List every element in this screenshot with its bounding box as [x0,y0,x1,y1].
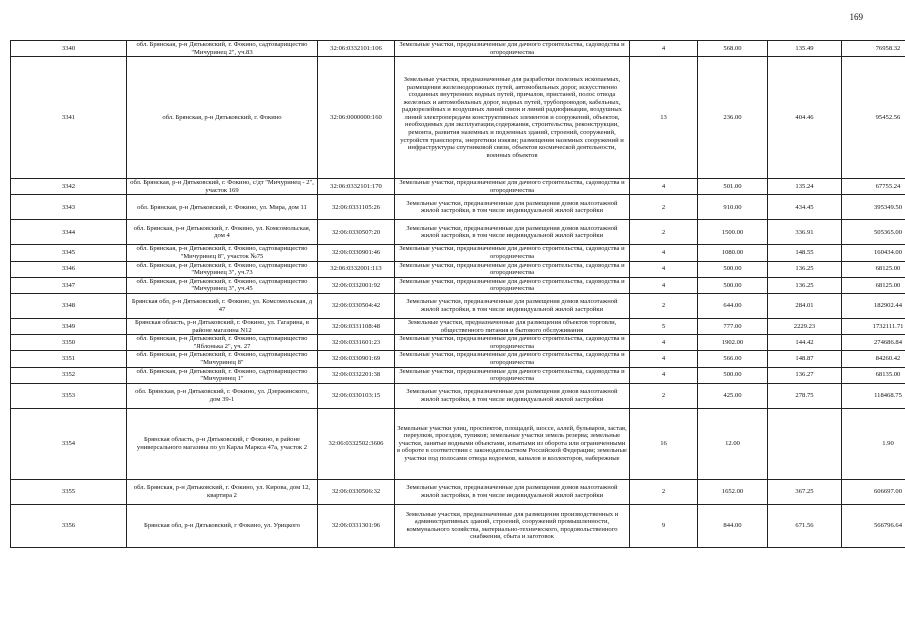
land-use-cell: Земельные участки, предназначенные для дачного строительства, садоводства и огородничества [395,179,630,195]
row-number: 3353 [11,383,127,408]
cadastral-value-cell: 182902.44 [842,293,905,318]
row-number: 3354 [11,408,127,479]
category-cell: 4 [630,367,698,383]
cadastral-value-cell: 76958.32 [842,41,905,57]
cadastral-number-cell: 32:06:0330901:69 [318,351,395,367]
price-cell: 367.25 [768,479,842,504]
row-number: 3352 [11,367,127,383]
price-cell: 671.56 [768,504,842,547]
category-cell: 2 [630,195,698,220]
area-cell: 1652.00 [698,479,768,504]
category-cell: 4 [630,335,698,351]
address-cell: Брянская обл, р-н Дятьковский, г. Фокино, ул. Комсомольская, д 47 [127,293,318,318]
address-cell: обл. Брянская, р-н Дятьковский, г. Фокино, садтоварищество "Мичуринец 8", участок №75 [127,245,318,261]
address-cell: обл. Брянская, р-н Дятьковский, г. Фокино, с/дт "Мичуринец - 2", участок 169 [127,179,318,195]
price-cell: 136.27 [768,367,842,383]
price-cell: 336.91 [768,220,842,245]
row-number: 3342 [11,179,127,195]
row-number: 3355 [11,479,127,504]
land-use-cell: Земельные участки, предназначенные для дачного строительства, садоводства и огородничества [395,367,630,383]
address-cell: обл. Брянская, р-н Дятьковский, г. Фокино, садтоварищество "Яблонька 2", уч. 27 [127,335,318,351]
table-row [11,57,905,179]
price-cell [768,408,842,479]
cadastral-value-cell: 505365.00 [842,220,905,245]
land-use-cell: Земельные участки, предназначенные для дачного строительства, садоводства и огородничества [395,41,630,57]
row-number: 3347 [11,277,127,293]
cadastral-number-cell: 32:06:0332502:3606 [318,408,395,479]
land-use-cell: Земельные участки, предназначенные для дачного строительства, садоводства и огородничества [395,245,630,261]
cadastral-value-cell: 606697.00 [842,479,905,504]
row-number: 3346 [11,261,127,277]
table-row [11,335,905,351]
price-cell: 434.45 [768,195,842,220]
category-cell: 9 [630,504,698,547]
table-row [11,277,905,293]
cadastral-number-cell: 32:06:0331108:48 [318,318,395,334]
area-cell: 236.00 [698,57,768,179]
row-number: 3343 [11,195,127,220]
address-cell: обл. Брянская, р-н Дятьковский, г. Фокино, садтоварищество "Мичуринец 2", уч.83 [127,41,318,57]
address-cell: обл. Брянская, р-н Дятьковский, г. Фокино, ул. Дзержинского, дом 39-1 [127,383,318,408]
table-row [11,261,905,277]
cadastral-number-cell: 32:06:0330103:15 [318,383,395,408]
land-use-cell: Земельные участки, предназначенные для дачного строительства, садоводства и огородничества [395,261,630,277]
table-row [11,383,905,408]
category-cell: 4 [630,41,698,57]
cadastral-number-cell: 32:06:0332101:106 [318,41,395,57]
area-cell: 12.00 [698,408,768,479]
page-number: 169 [849,12,863,22]
row-number: 3341 [11,57,127,179]
area-cell: 1902.00 [698,335,768,351]
cadastral-value-cell: 160434.00 [842,245,905,261]
row-number: 3350 [11,335,127,351]
price-cell: 148.55 [768,245,842,261]
address-cell: обл. Брянская, р-н Дятьковский, г. Фокино, ул. Мира, дом 11 [127,195,318,220]
cadastral-value-cell: 274686.84 [842,335,905,351]
land-use-cell: Земельные участки, предназначенные для размещения домов малоэтажной жилой застройки, в том числе индивидуальной жилой застройки [395,383,630,408]
table-row [11,293,905,318]
table-row [11,41,905,57]
cadastral-number-cell: 32:06:0332101:170 [318,179,395,195]
price-cell: 278.75 [768,383,842,408]
cadastral-value-cell: 68125.00 [842,277,905,293]
cadastral-number-cell: 32:06:0330507:20 [318,220,395,245]
cadastral-number-cell: 32:06:0332001:113 [318,261,395,277]
address-cell: обл. Брянская, р-н Дятьковский, г. Фокино, садтоварищество "Мичуринец 3", уч.73 [127,261,318,277]
category-cell: 2 [630,293,698,318]
category-cell: 5 [630,318,698,334]
table-row [11,479,905,504]
category-cell: 4 [630,277,698,293]
cadastral-value-cell: 1.90 [842,408,905,479]
address-cell: обл. Брянская, р-н Дятьковский, г. Фокино, ул. Комсомольская, дом 4 [127,220,318,245]
row-number: 3351 [11,351,127,367]
cadastral-value-cell: 68125.00 [842,261,905,277]
cadastral-number-cell: 32:06:0330506:32 [318,479,395,504]
table-row [11,504,905,547]
category-cell: 2 [630,479,698,504]
table-row [11,195,905,220]
cadastral-number-cell: 32:06:0331105:26 [318,195,395,220]
cadastral-value-cell: 395349.50 [842,195,905,220]
cadastral-number-cell: 32:06:0332001:92 [318,277,395,293]
table-row [11,408,905,479]
address-cell: обл. Брянская, р-н Дятьковский, г. Фокино, садтоварищество "Мичуринец 3", уч.45 [127,277,318,293]
price-cell: 144.42 [768,335,842,351]
address-cell: обл. Брянская, р-н Дятьковский, г. Фокино, садтоварищество "Мичуринец 1" [127,367,318,383]
category-cell: 4 [630,245,698,261]
area-cell: 501.00 [698,179,768,195]
category-cell: 2 [630,383,698,408]
table-row [11,179,905,195]
cadastral-number-cell: 32:06:0330504:42 [318,293,395,318]
category-cell: 16 [630,408,698,479]
area-cell: 910.00 [698,195,768,220]
area-cell: 500.00 [698,367,768,383]
category-cell: 13 [630,57,698,179]
area-cell: 568.00 [698,41,768,57]
land-use-cell: Земельные участки, предназначенные для размещения домов малоэтажной жилой застройки, в том числе индивидуальной жилой застройки [395,195,630,220]
row-number: 3348 [11,293,127,318]
land-use-cell: Земельные участки, предназначенные для размещения домов малоэтажной жилой застройки, в том числе индивидуальной жилой застройки [395,220,630,245]
price-cell: 404.46 [768,57,842,179]
cadastral-value-cell: 118468.75 [842,383,905,408]
cadastral-value-cell: 67755.24 [842,179,905,195]
table-row [11,245,905,261]
cadastral-number-cell: 32:06:0331301:96 [318,504,395,547]
land-use-cell: Земельные участки, предназначенные для размещения домов малоэтажной жилой застройки, в том числе индивидуальной жилой застройки [395,479,630,504]
cadastral-number-cell: 32:06:0330901:46 [318,245,395,261]
row-number: 3356 [11,504,127,547]
category-cell: 4 [630,261,698,277]
area-cell: 500.00 [698,261,768,277]
cadastral-number-cell: 32:06:0000000:160 [318,57,395,179]
area-cell: 1500.00 [698,220,768,245]
land-registry-table [10,40,905,548]
cadastral-value-cell: 566796.64 [842,504,905,547]
area-cell: 1080.00 [698,245,768,261]
registry-rows [11,41,905,548]
category-cell: 2 [630,220,698,245]
address-cell: Брянская область, р-н Дятьковский, г. Фокино, ул. Гагарина, в районе магазина N12 [127,318,318,334]
cadastral-value-cell: 84260.42 [842,351,905,367]
address-cell: обл. Брянская, р-н Дятьковский, г. Фокино [127,57,318,179]
table-row [11,220,905,245]
area-cell: 844.00 [698,504,768,547]
table-row [11,318,905,334]
land-use-cell: Земельные участки, предназначенные для дачного строительства, садоводства и огородничества [395,351,630,367]
land-use-cell: Земельные участки, предназначенные для разработки полезных ископаемых, размещения железнодорожных путей, автомобильных дорог, искусственно созданных внутренних водных путей, причалов, пристаней, полос отвода железных и автомобильных дорог, водных путей, трубопроводов, кабельных, радиорелейных и воздушных линий связи и линий радиофикации, воздушных линий электропередачи конструктивных элементов и сооружений, объектов, необходимых для эксплуатации,содержания, строительства, реконструкции, ремонта, развития наземных и подземных зданий, строений, сооружений, устройств транспорта, энергетики иэкязи; размещения наземных сооружений и инфраструктуры спутниковой связи, объектов космической деятельности, военных объектов [395,57,630,179]
address-cell: Брянская область, р-н Дятьковский, г Фокино, в районе универсального магазина по ул Карла Маркса 47а, участок 2 [127,408,318,479]
land-use-cell: Земельные участки, предназначенные для дачного строительства, садоводства и огородничества [395,277,630,293]
land-use-cell: Земельные участки, предназначенные для размещения объектов торговли, общественного питания и бытового обслуживания [395,318,630,334]
row-number: 3344 [11,220,127,245]
land-use-cell: Земельные участки, предназначенные для размещения производственных и административных зданий, строений, сооружений промышленности, коммунального хозяйства, материально-технического, продовольственного снабжения, сбыта и заготовок [395,504,630,547]
row-number: 3345 [11,245,127,261]
address-cell: обл. Брянская, р-н Дятьковский, г. Фокино, садтоварищество "Мичуринец 8" [127,351,318,367]
price-cell: 135.24 [768,179,842,195]
row-number: 3349 [11,318,127,334]
cadastral-number-cell: 32:06:0332201:38 [318,367,395,383]
land-use-cell: Земельные участки улиц, проспектов, площадей, шоссе, аллей, бульваров, застав, переулков, проездов, тупиков; земельные участки земель резерва; земельные участки, занятые водными объектами, изъятыми из оборота или ограниченными в обороте в соответствии с законодательством Российской Федерации; земельные участки под полосами отвода водоемов, каналов и коллекторов, набережные [395,408,630,479]
area-cell: 644.00 [698,293,768,318]
area-cell: 425.00 [698,383,768,408]
category-cell: 4 [630,351,698,367]
area-cell: 500.00 [698,277,768,293]
area-cell: 777.00 [698,318,768,334]
land-use-cell: Земельные участки, предназначенные для размещения домов малоэтажной жилой застройки, в том числе индивидуальной жилой застройки [395,293,630,318]
cadastral-number-cell: 32:06:0331601:23 [318,335,395,351]
row-number: 3340 [11,41,127,57]
price-cell: 284.01 [768,293,842,318]
address-cell: обл. Брянская, р-н Дятьковский, г. Фокино, ул. Кирова, дом 12, квартира 2 [127,479,318,504]
table-row [11,351,905,367]
cadastral-value-cell: 1732111.71 [842,318,905,334]
price-cell: 136.25 [768,277,842,293]
price-cell: 135.49 [768,41,842,57]
land-use-cell: Земельные участки, предназначенные для дачного строительства, садоводства и огородничества [395,335,630,351]
price-cell: 136.25 [768,261,842,277]
cadastral-value-cell: 68135.00 [842,367,905,383]
category-cell: 4 [630,179,698,195]
area-cell: 566.00 [698,351,768,367]
price-cell: 2229.23 [768,318,842,334]
address-cell: Брянская обл, р-н Дятьковский, г Фокино, ул. Урицкого [127,504,318,547]
table-row [11,367,905,383]
cadastral-value-cell: 95452.56 [842,57,905,179]
price-cell: 148.87 [768,351,842,367]
